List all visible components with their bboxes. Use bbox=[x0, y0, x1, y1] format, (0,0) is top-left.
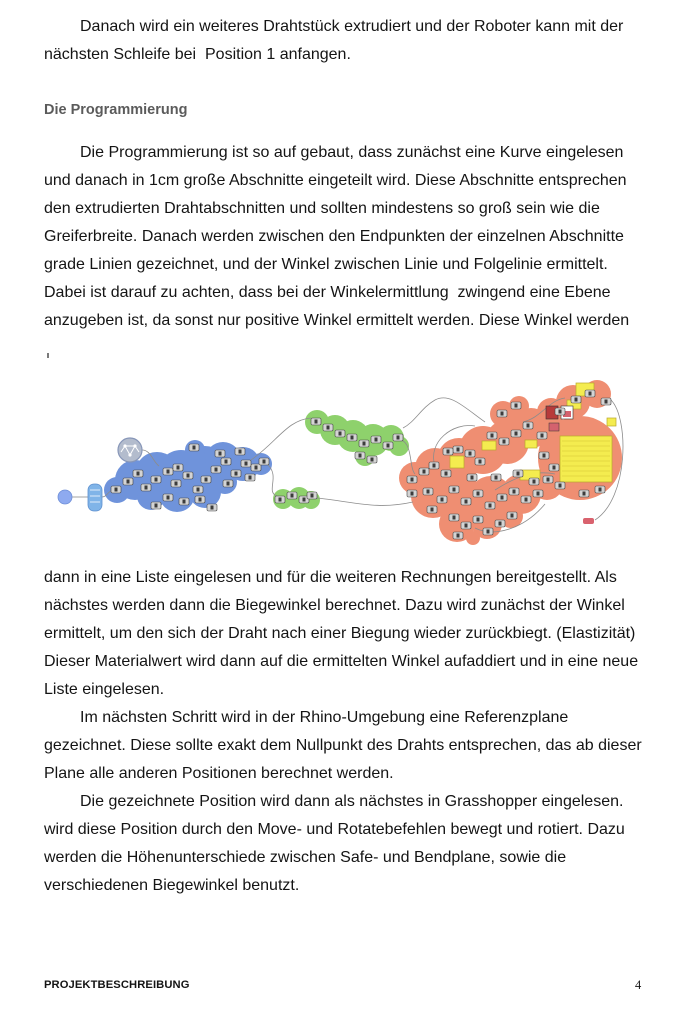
component-node bbox=[453, 446, 463, 453]
component-node bbox=[307, 492, 317, 499]
text-line: Plane alle anderen Positionen berechnet werden. bbox=[44, 765, 394, 782]
component-node bbox=[223, 480, 233, 487]
paragraph-continuation bbox=[44, 564, 684, 704]
text-line: wird diese Position durch den Move- und Rotatebefehlen bewegt und rotiert. Dazu bbox=[44, 821, 625, 838]
component-node bbox=[513, 470, 523, 477]
component-node bbox=[335, 430, 345, 437]
component-node bbox=[151, 476, 161, 483]
component-node bbox=[259, 458, 269, 465]
text-line: Die Programmierung ist so auf gebaut, dass zunächst eine Kurve eingelesen bbox=[80, 144, 624, 161]
text-line: gezeichnet. Diese sollte exakt dem Nullpunkt des Drahts entsprechen, das ab dieser bbox=[44, 737, 642, 754]
component-node bbox=[495, 520, 505, 527]
component-node bbox=[171, 480, 181, 487]
component-node bbox=[491, 474, 501, 481]
paragraph-programming bbox=[44, 139, 684, 335]
paragraph-group-after-figure bbox=[44, 564, 684, 900]
component-node bbox=[355, 452, 365, 459]
component-node bbox=[579, 490, 589, 497]
component-node bbox=[189, 444, 199, 451]
component-node bbox=[543, 476, 553, 483]
text-line: nächsten Schleife bei Position 1 anfangen. bbox=[44, 46, 351, 63]
text-line: anzugeben ist, da sonst nur positive Winkel ermittelt werden. Diese Winkel werden bbox=[44, 312, 630, 329]
paragraph-position bbox=[44, 788, 684, 900]
component-node bbox=[473, 516, 483, 523]
text-line: Danach wird ein weiteres Drahtstück extrudiert und der Roboter kann mit der bbox=[80, 18, 624, 35]
text-line: Dieser Materialwert wird dann auf die ermittelten Winkel aufaddiert und in eine neue bbox=[44, 653, 639, 670]
component-node bbox=[521, 496, 531, 503]
component-node bbox=[407, 490, 417, 497]
component-node bbox=[475, 458, 485, 465]
image-previews-part bbox=[549, 423, 559, 431]
component-node bbox=[407, 476, 417, 483]
component-node bbox=[437, 496, 447, 503]
component-node bbox=[449, 486, 459, 493]
component-node bbox=[133, 470, 143, 477]
component-node bbox=[251, 464, 261, 471]
component-node bbox=[245, 474, 255, 481]
stacked-param-node-part bbox=[88, 484, 102, 511]
component-node bbox=[461, 498, 471, 505]
component-node bbox=[443, 448, 453, 455]
component-node bbox=[111, 486, 121, 493]
component-node bbox=[429, 462, 439, 469]
network-icon-part bbox=[118, 438, 142, 462]
network-icon-part bbox=[123, 444, 126, 447]
component-node bbox=[163, 468, 173, 475]
yellow-panels-part bbox=[482, 441, 496, 450]
network-icon-part bbox=[133, 444, 136, 447]
yellow-panels-part bbox=[560, 436, 612, 482]
component-node bbox=[465, 450, 475, 457]
footer-section-label: PROJEKTBESCHREIBUNG bbox=[44, 979, 190, 991]
component-node bbox=[423, 488, 433, 495]
text-line: verschiedenen Biegewinkel benutzt. bbox=[44, 877, 300, 894]
section-heading: Die Programmierung bbox=[44, 102, 188, 118]
component-node bbox=[487, 432, 497, 439]
component-node bbox=[585, 390, 595, 397]
component-node bbox=[359, 440, 369, 447]
component-node bbox=[485, 502, 495, 509]
yellow-panels-part bbox=[525, 440, 537, 448]
component-node bbox=[461, 522, 471, 529]
component-node bbox=[371, 436, 381, 443]
component-node bbox=[441, 470, 451, 477]
network-icon bbox=[118, 438, 142, 462]
component-node bbox=[221, 458, 231, 465]
component-node bbox=[555, 482, 565, 489]
component-node bbox=[509, 488, 519, 495]
component-node bbox=[571, 396, 581, 403]
component-node bbox=[499, 438, 509, 445]
grasshopper-diagram-figure bbox=[55, 378, 625, 546]
component-node bbox=[537, 432, 547, 439]
component-node bbox=[467, 474, 477, 481]
component-node bbox=[419, 468, 429, 475]
text-line: und danach in 1cm große Abschnitte eingeteilt wird. Diese Abschnitte entsprechen bbox=[44, 172, 627, 189]
text-line: grade Linien gezeichnet, und der Winkel zwischen Linie und Folgelinie ermittelt. bbox=[44, 256, 608, 273]
component-node bbox=[539, 452, 549, 459]
component-node bbox=[511, 402, 521, 409]
component-node bbox=[241, 460, 251, 467]
component-node bbox=[393, 434, 403, 441]
stacked-param-node bbox=[88, 484, 102, 511]
yellow-panels-part bbox=[450, 456, 464, 468]
component-node bbox=[231, 470, 241, 477]
component-node bbox=[201, 476, 211, 483]
component-node bbox=[235, 448, 245, 455]
text-line: dann in eine Liste eingelesen und für die weiteren Rechnungen bereitgestellt. Als bbox=[44, 569, 617, 586]
component-node bbox=[533, 490, 543, 497]
component-node bbox=[141, 484, 151, 491]
component-node bbox=[123, 478, 133, 485]
component-node bbox=[473, 490, 483, 497]
component-node bbox=[483, 528, 493, 535]
text-line: Die gezeichnete Position wird dann als nächstes in Grasshopper eingelesen. bbox=[80, 793, 624, 810]
component-node bbox=[449, 514, 459, 521]
component-node bbox=[151, 502, 161, 509]
component-node bbox=[453, 532, 463, 539]
component-node bbox=[383, 442, 393, 449]
text-line: Im nächsten Schritt wird in der Rhino-Umgebung eine Referenzplane bbox=[80, 709, 569, 726]
wire-connections-part bbox=[317, 498, 413, 505]
component-node bbox=[323, 424, 333, 431]
text-line: nächstes werden dann die Biegewinkel berechnet. Dazu wird zunächst der Winkel bbox=[44, 597, 625, 614]
component-node bbox=[193, 486, 203, 493]
component-node bbox=[555, 408, 565, 415]
network-icon-part bbox=[128, 453, 131, 456]
paragraph-reference-plane bbox=[44, 704, 684, 788]
component-node bbox=[275, 496, 285, 503]
text-line: werden die Höhenunterschiede zwischen Safe- und Bendplane, sowie die bbox=[44, 849, 567, 866]
text-line: Dabei ist darauf zu achten, dass bei der Winkelermittlung zwingend eine Ebene bbox=[44, 284, 611, 301]
scan-mark bbox=[47, 353, 49, 358]
component-node bbox=[497, 410, 507, 417]
paragraph-intro bbox=[44, 13, 684, 69]
output-node bbox=[583, 518, 594, 524]
text-line: Greiferbreite. Danach werden zwischen den Endpunkten der einzelnen Abschnitte bbox=[44, 228, 624, 245]
component-node bbox=[179, 498, 189, 505]
component-node bbox=[549, 464, 559, 471]
component-node bbox=[601, 398, 611, 405]
component-node bbox=[529, 478, 539, 485]
component-node bbox=[207, 504, 217, 511]
component-node bbox=[427, 506, 437, 513]
component-node bbox=[367, 456, 377, 463]
wire-connections-part bbox=[403, 398, 485, 428]
component-node bbox=[595, 486, 605, 493]
component-node bbox=[195, 496, 205, 503]
text-line: ermittelt, um den sich der Draht nach einer Biegung wieder zurückbiegt. (Elastizität) bbox=[44, 625, 636, 642]
component-node bbox=[523, 422, 533, 429]
component-node bbox=[311, 418, 321, 425]
component-node bbox=[347, 434, 357, 441]
yellow-panels-part bbox=[607, 418, 616, 426]
component-node bbox=[507, 512, 517, 519]
component-node bbox=[163, 494, 173, 501]
orange-group-part bbox=[466, 531, 480, 545]
component-node bbox=[287, 492, 297, 499]
component-node bbox=[511, 430, 521, 437]
text-line: den extrudierten Drahtabschnitten und sollten mindestens so groß sein wie die bbox=[44, 200, 600, 217]
component-node bbox=[215, 450, 225, 457]
component-node bbox=[173, 464, 183, 471]
page-number: 4 bbox=[635, 978, 642, 992]
component-node bbox=[497, 494, 507, 501]
component-node bbox=[211, 466, 221, 473]
param-circle-icon bbox=[58, 490, 72, 504]
component-node bbox=[183, 472, 193, 479]
text-line: Liste eingelesen. bbox=[44, 681, 165, 698]
